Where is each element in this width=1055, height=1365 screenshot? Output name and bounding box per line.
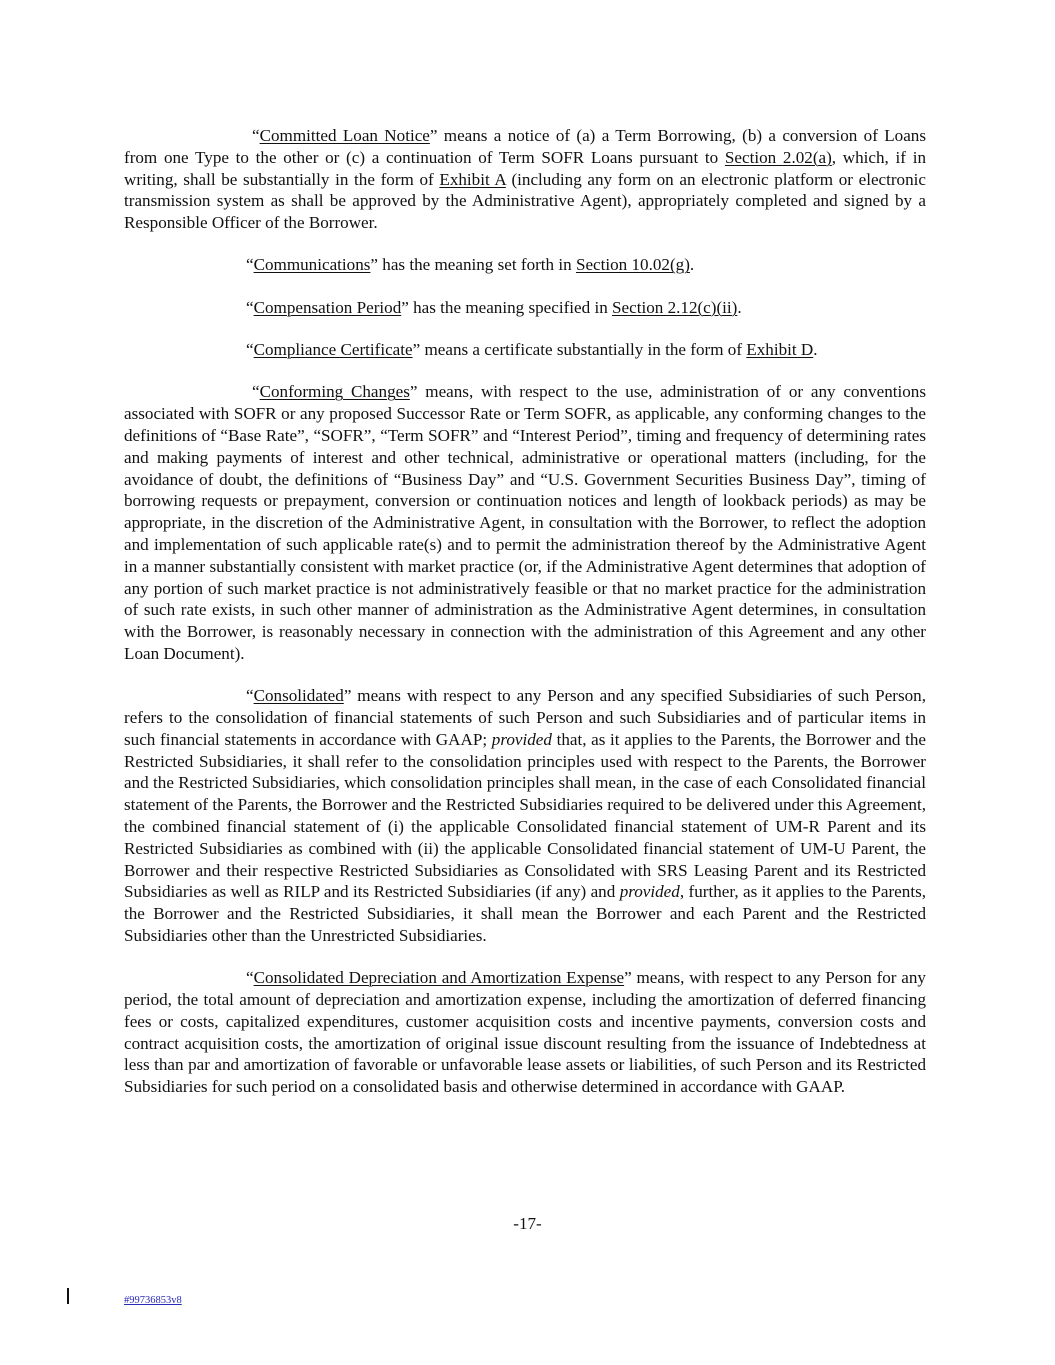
definition-conforming-changes [124,381,926,664]
defined-term-reference: Consolidated [253,686,344,706]
definition-consolidated-depreciation [124,967,926,1098]
definition-text: , which, if in writing, shall be substantially in the form of [124,147,926,189]
definition-text: ” means a notice of (a) a Term Borrowing, (b) a conversion of Loans from one Type to the other or (c) a continuation of Term SOFR Loans pursuant to [124,126,926,167]
definitions-body [124,125,926,1119]
definition-text: that, as it applies to the Parents, the Borrower and the Restricted Subsidiaries, it shall refer to the consolidation principles used with respect to the Parents, the Borrower and the Restricted Subsidiaries, which consolidation principles shall mean, in the case of each Consolidated financial statement of the Parents, the Borrower and the Restricted Subsidiaries required to be delivered under this Agreement, the combined financial statement of (i) the applicable Consolidated financial statement of UM-R Parent and its Restricted Subsidiaries as combined with (ii) the applicable Consolidated financial statement of UM-U Parent, the Borrower and their respective Restricted Subsidiaries as Consolidated with SRS Leasing Parent and its Restricted Subsidiaries as well as RILP and its Restricted Subsidiaries (if any) and [124,729,926,902]
definition-text: . [689,255,695,275]
definition-text: ” has the meaning set forth in [370,255,576,275]
definition-text: ” means, with respect to any Person for any period, the total amount of depreciation and amortization expense, including the amortization of deferred financing fees or costs, capitalized expenditures, customer acquisition costs and incentive payments, conversion costs and contract acquisition costs, the amortization of original issue discount resulting from the issuance of Indebtedness at less than par and amortization of favorable or unfavorable lease assets or liabilities, of such Person and its Restricted Subsidiaries for such period on a consolidated basis and otherwise determined in accordance with GAAP. [124,968,926,1097]
defined-term-reference: Section 2.12(c)(ii) [612,297,738,317]
definition-text: “ [246,340,254,360]
page-number: -17- [513,1214,542,1233]
definition-text: “ [246,968,254,988]
defined-term-reference: Exhibit D [746,340,814,360]
definition-text: “ [246,297,254,317]
defined-term-reference: Compensation Period [253,297,402,317]
defined-term-reference: Exhibit A [439,169,506,189]
definition-text: (including any form on an electronic platform or electronic transmission system as shall be approved by the Administrative Agent), appropriately completed and signed by a Responsible Officer of the Borrower. [124,169,926,233]
defined-term-reference: Committed Loan Notice [259,126,430,145]
defined-term-reference: Consolidated Depreciation and Amortization Expense [253,968,625,988]
definition-compensation-period [124,297,926,319]
definition-text: . [737,297,742,317]
definition-text: “ [246,686,254,706]
definition-text: “ [252,382,260,402]
definition-text: ” has the meaning specified in [401,297,613,317]
definition-consolidated [124,685,926,947]
italic-text: provided [491,729,552,749]
definition-text: , further, as it applies to the Parents, the Borrower and the Restricted Subsidiaries, it shall mean the Borrower and each Parent and the Restricted Subsidiaries other than the Unrestricted Subsidiaries. [124,882,926,945]
defined-term-reference: Communications [253,255,371,275]
document-id-link[interactable]: #99736853v8 [124,1295,182,1306]
italic-text: provided [619,882,680,902]
defined-term-reference: Compliance Certificate [253,340,413,360]
defined-term-reference: Section 2.02(a) [724,147,832,167]
definition-text: . [813,340,818,360]
definition-committed-loan-notice [124,125,926,234]
defined-term-reference: Conforming Changes [259,382,410,402]
definition-text: ” means, with respect to the use, administration of or any conventions associated with SOFR or any proposed Successor Rate or Term SOFR, as applicable, any conforming changes to the definitions of “Base Rate”, “SOFR”, “Term SOFR” and “Interest Period”, timing and frequency of determining rates and making payments of interest and other technical, administrative or operational matters (including, for the avoidance of doubt, the definitions of “Business Day” and “U.S. Government Securities Business Day”, timing of borrowing requests or prepayment, conversion or continuation notices and length of lookback periods) as may be appropriate, in the discretion of the Administrative Agent, in consultation with the Borrower, to reflect the adoption and implementation of such applicable rate(s) and to permit the administration thereof by the Administrative Agent in a manner substantially consistent with market practice (or, if the Administrative Agent determines that adoption of any portion of such market practice is not administratively feasible or that no market practice for the administration of such rate exists, in such other manner of administration as the Administrative Agent determines, in consultation with the Borrower, is reasonably necessary in connection with the administration of this Agreement and any other Loan Document). [124,382,926,663]
defined-term-reference: Section 10.02(g) [575,255,690,275]
definition-communications [124,254,926,276]
definition-text: “ [246,255,254,275]
definition-compliance-certificate [124,339,926,361]
definition-text: “ [252,126,260,145]
definition-text: ” means a certificate substantially in the form of [412,340,747,360]
definition-text: ” means with respect to any Person and any specified Subsidiaries of such Person, refers to the consolidation of financial statements of such Person and such Subsidiaries and of particular items in such financial statements in accordance with GAAP; [124,686,926,749]
revision-change-bar [67,1288,69,1304]
